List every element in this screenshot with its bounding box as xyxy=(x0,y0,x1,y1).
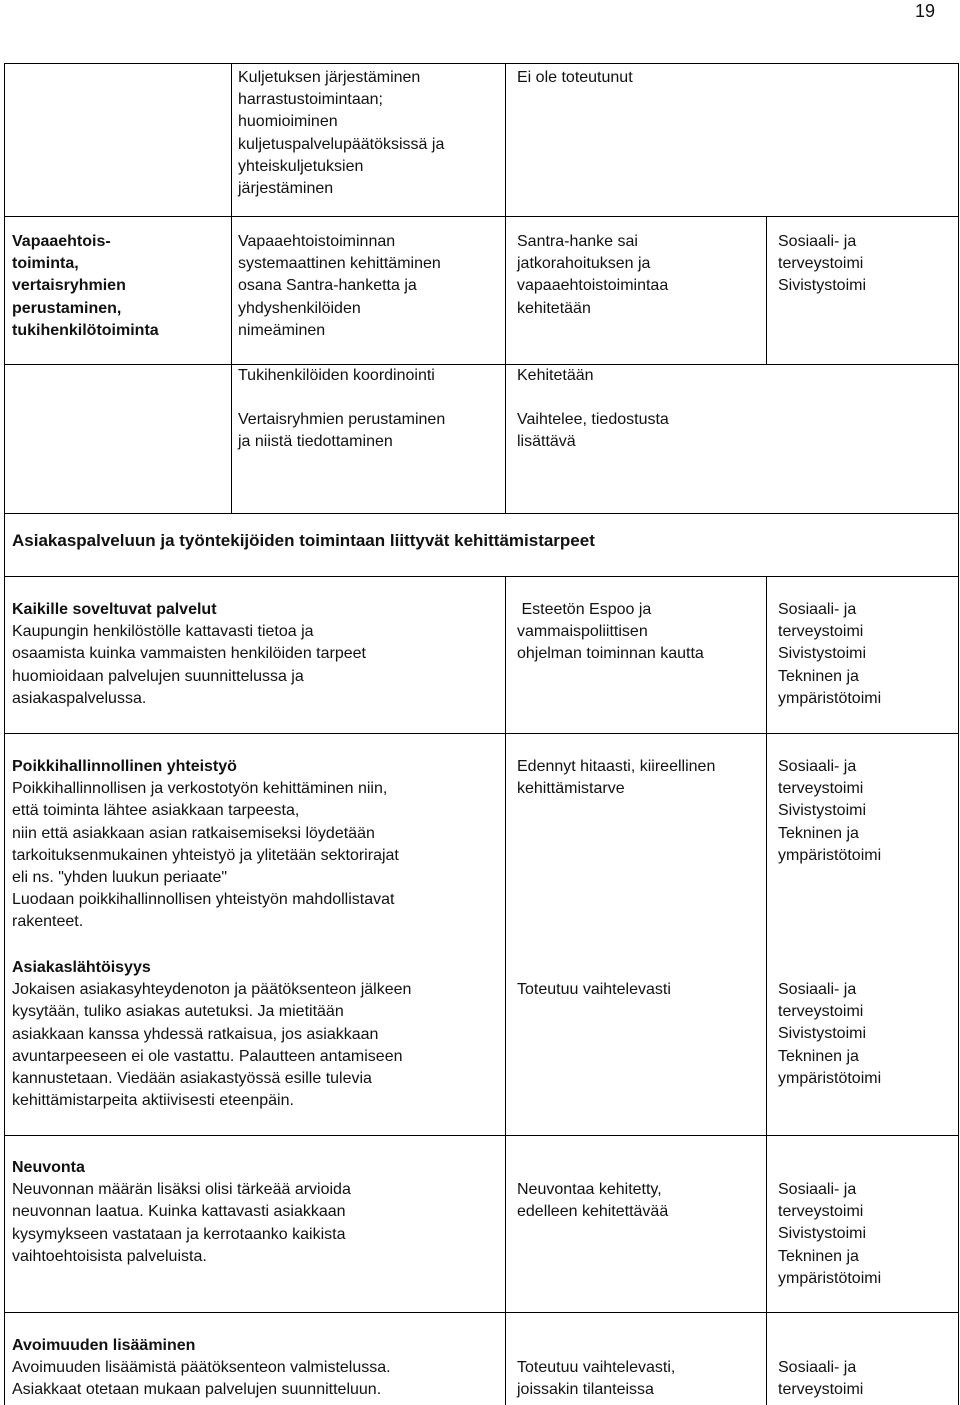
responsible-text: Sosiaali- ja xyxy=(778,758,857,775)
table-rule xyxy=(4,513,959,514)
responsible-text: Sosiaali- ja xyxy=(778,233,857,250)
status-text: jatkorahoituksen ja xyxy=(517,255,651,273)
status-text: kehittämistarve xyxy=(517,780,625,798)
responsible-text: terveystoimi xyxy=(778,1203,864,1221)
task-cell xyxy=(238,67,444,200)
topic-text: tukihenkilötoiminta xyxy=(12,321,159,339)
status-cell xyxy=(517,756,715,800)
responsible-text: Tekninen ja xyxy=(778,667,859,685)
status-text: vapaaehtoistoimintaa xyxy=(517,277,669,295)
responsible-text: terveystoimi xyxy=(778,1003,864,1021)
topic-body: niin että asiakkaan asian ratkaisemiseksi löydetään xyxy=(12,824,375,842)
topic-body: Neuvonnan määrän lisäksi olisi tärkeää arvioida xyxy=(12,1181,351,1199)
topic-body: avuntarpeeseen ei ole vastattu. Palautteen antamiseen xyxy=(12,1047,403,1065)
topic-body: vaihtoehtoisista palveluista. xyxy=(12,1247,207,1265)
page-number: 19 xyxy=(914,1,935,21)
status-cell xyxy=(517,1357,675,1401)
table-rule xyxy=(4,576,959,577)
responsible-cell xyxy=(778,756,881,867)
topic-title: Neuvonta xyxy=(12,1159,85,1176)
status-cell xyxy=(517,365,594,387)
status-text: Vaihtelee, tiedostusta xyxy=(517,411,669,428)
task-text: Kuljetuksen järjestäminen xyxy=(238,69,421,86)
status-text: Toteutuu vaihtelevasti, xyxy=(517,1359,676,1376)
topic-body: Kaupungin henkilöstölle kattavasti tietoa ja xyxy=(12,623,314,641)
task-text: Tukihenkilöiden koordinointi xyxy=(238,367,435,384)
task-text: harrastustoimintaan; xyxy=(238,91,383,109)
task-text: ja niistä tiedottaminen xyxy=(238,433,393,451)
responsible-text: Sosiaali- ja xyxy=(778,981,857,998)
responsible-text: Sosiaali- ja xyxy=(778,601,857,618)
table-rule xyxy=(4,63,959,64)
responsible-text: terveystoimi xyxy=(778,623,864,641)
responsible-text: Sivistystoimi xyxy=(778,802,867,820)
responsible-text: ympäristötoimi xyxy=(778,1069,882,1087)
responsible-text: terveystoimi xyxy=(778,255,864,273)
status-text: joissakin tilanteissa xyxy=(517,1381,654,1399)
topic-body: neuvonnan laatua. Kuinka kattavasti asiakkaan xyxy=(12,1203,346,1221)
topic-body: että toiminta lähtee asiakkaan tarpeesta, xyxy=(12,802,300,820)
task-text: Vertaisryhmien perustaminen xyxy=(238,411,446,428)
task-cell xyxy=(238,409,445,453)
responsible-text: Sivistystoimi xyxy=(778,1025,867,1043)
status-cell xyxy=(517,979,671,1001)
responsible-text: Sosiaali- ja xyxy=(778,1181,857,1198)
task-text: nimeäminen xyxy=(238,321,326,339)
status-text: edelleen kehitettävää xyxy=(517,1203,669,1221)
topic-body: Avoimuuden lisäämistä päätöksenteon valmistelussa. xyxy=(12,1359,391,1377)
responsible-text: Sivistystoimi xyxy=(778,645,867,663)
topic-cell xyxy=(12,756,399,934)
topic-body: rakenteet. xyxy=(12,913,84,931)
table-rule xyxy=(231,63,232,513)
responsible-text: ympäristötoimi xyxy=(778,1269,882,1287)
task-text: yhteiskuljetuksien xyxy=(238,157,364,175)
responsible-cell xyxy=(778,1357,863,1401)
status-text: Santra-hanke sai xyxy=(517,233,638,250)
responsible-cell xyxy=(778,599,881,710)
task-cell xyxy=(238,365,435,387)
task-text: järjestäminen xyxy=(238,180,334,198)
topic-body: tarkoituksenmukainen yhteistyö ja ylitetään sektorirajat xyxy=(12,846,399,864)
section-heading: Asiakaspalveluun ja työntekijöiden toimintaan liittyvät kehittämistarpeet xyxy=(12,531,595,550)
task-text: systemaattinen kehittäminen xyxy=(238,255,441,273)
task-text: huomioiminen xyxy=(238,113,338,131)
table-rule xyxy=(766,216,767,364)
task-text: kuljetuspalvelupäätöksissä ja xyxy=(238,135,445,153)
responsible-text: Tekninen ja xyxy=(778,1047,859,1065)
responsible-text: Sivistystoimi xyxy=(778,1225,867,1243)
status-text: vammaispoliittisen xyxy=(517,623,648,641)
topic-title: Poikkihallinnollinen yhteistyö xyxy=(12,758,237,775)
responsible-text: Sosiaali- ja xyxy=(778,1359,857,1376)
task-text: yhdyshenkilöiden xyxy=(238,299,361,317)
responsible-cell xyxy=(778,231,866,298)
status-text: lisättävä xyxy=(517,433,576,451)
table-rule xyxy=(4,733,959,734)
table-rule xyxy=(505,63,506,513)
table-rule xyxy=(4,1312,959,1313)
topic-text: Vapaaehtois- xyxy=(12,233,111,250)
topic-body: kehittämistarpeita aktiivisesti eteenpäin. xyxy=(12,1092,294,1110)
topic-body: Jokaisen asiakasyhteydenoton ja päätöksenteon jälkeen xyxy=(12,981,412,999)
topic-body: osaamista kuinka vammaisten henkilöiden tarpeet xyxy=(12,645,366,663)
topic-cell xyxy=(12,1335,391,1402)
responsible-text: Tekninen ja xyxy=(778,824,859,842)
status-cell xyxy=(517,1179,668,1223)
responsible-text: ympäristötoimi xyxy=(778,846,882,864)
topic-body: asiakaspalvelussa. xyxy=(12,689,147,707)
status-cell xyxy=(517,599,704,666)
topic-body: kysytään, tuliko asiakas autetuksi. Ja mietitään xyxy=(12,1003,344,1021)
responsible-text: terveystoimi xyxy=(778,1381,864,1399)
topic-body: Poikkihallinnollisen ja verkostotyön kehittäminen niin, xyxy=(12,780,388,798)
table-rule xyxy=(4,364,959,365)
topic-text: perustaminen, xyxy=(12,299,122,317)
topic-body: Asiakkaat otetaan mukaan palvelujen suunnitteluun. xyxy=(12,1381,382,1399)
responsible-text: Tekninen ja xyxy=(778,1247,859,1265)
status-text: Ei ole toteutunut xyxy=(517,69,633,86)
topic-text: vertaisryhmien xyxy=(12,277,126,295)
task-cell xyxy=(238,231,441,342)
status-text: Edennyt hitaasti, kiireellinen xyxy=(517,758,716,775)
status-text: Esteetön Espoo ja xyxy=(517,601,652,618)
responsible-text: terveystoimi xyxy=(778,780,864,798)
table-rule xyxy=(505,576,506,1405)
status-text: Kehitetään xyxy=(517,367,594,384)
topic-cell xyxy=(12,957,411,1112)
topic-body: huomioidaan palvelujen suunnittelussa ja xyxy=(12,667,304,685)
responsible-text: Sivistystoimi xyxy=(778,277,867,295)
topic-body: Luodaan poikkihallinnollisen yhteistyön mahdollistavat xyxy=(12,891,395,909)
topic-title: Asiakaslähtöisyys xyxy=(12,959,151,976)
responsible-text: ympäristötoimi xyxy=(778,689,882,707)
topic-cell xyxy=(12,231,159,342)
table-rule xyxy=(958,63,959,1405)
table-rule xyxy=(4,63,5,1405)
topic-title: Kaikille soveltuvat palvelut xyxy=(12,601,217,618)
topic-body: asiakkaan kanssa yhdessä ratkaisua, jos asiakkaan xyxy=(12,1025,379,1043)
topic-body: kannustetaan. Viedään asiakastyössä esille tulevia xyxy=(12,1070,372,1088)
topic-cell xyxy=(12,1157,351,1268)
table-rule xyxy=(4,216,959,217)
status-cell xyxy=(517,231,668,320)
topic-title: Avoimuuden lisääminen xyxy=(12,1337,196,1354)
status-text: Neuvontaa kehitetty, xyxy=(517,1181,662,1198)
status-text: ohjelman toiminnan kautta xyxy=(517,645,704,663)
responsible-cell xyxy=(778,979,881,1090)
status-cell xyxy=(517,67,633,89)
topic-body: eli ns. "yhden luukun periaate" xyxy=(12,869,228,887)
topic-cell xyxy=(12,599,366,710)
responsible-cell xyxy=(778,1179,881,1290)
table-rule xyxy=(766,576,767,1405)
task-text: Vapaaehtoistoiminnan xyxy=(238,233,396,250)
status-cell xyxy=(517,409,669,453)
status-text: kehitetään xyxy=(517,299,591,317)
topic-body: kysymykseen vastataan ja kerrotaanko kaikista xyxy=(12,1225,346,1243)
status-text: Toteutuu vaihtelevasti xyxy=(517,981,671,998)
table-rule xyxy=(4,1135,959,1136)
topic-text: toiminta, xyxy=(12,255,79,273)
task-text: osana Santra-hanketta ja xyxy=(238,277,417,295)
